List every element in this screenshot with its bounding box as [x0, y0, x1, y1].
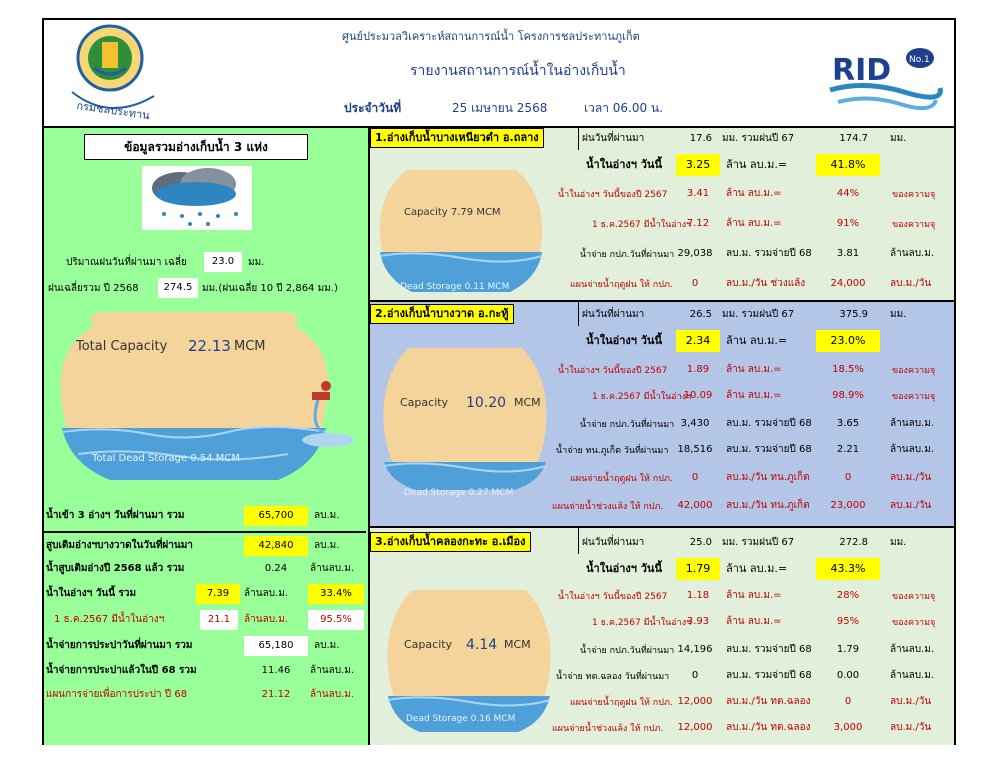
rain-label: ฝนวันที่ผ่านมา [582, 537, 645, 548]
dec-tail: ของความจุ [892, 618, 936, 628]
plan2-total-unit: ลบ.ม./วัน [890, 722, 932, 733]
row-value: 42,840 [244, 536, 308, 556]
rain-total-unit: มม. [890, 537, 907, 548]
row-value: 65,700 [244, 506, 308, 526]
row-value: 65,180 [244, 636, 308, 656]
reservoir-1-jar [376, 164, 546, 294]
title-divider [578, 528, 580, 554]
summary-panel [44, 128, 368, 745]
reservoir-2-title: 2.อ่างเก็บน้ำบางวาด อ.กะทู้ [370, 304, 514, 324]
reservoir-2-jar [380, 342, 550, 492]
rain-value: 17.6 [689, 133, 712, 144]
outflow-unit: ลบ.ม. รวมจ่ายปี 68 [726, 644, 812, 655]
rain-total: 375.9 [839, 309, 868, 320]
reservoir-3-capacity-unit: MCM [504, 638, 531, 651]
plan-value: 0 [691, 472, 699, 483]
outflow-unit: ลบ.ม. รวมจ่ายปี 68 [726, 248, 812, 259]
rain-label: ฝนวันที่ผ่านมา [582, 133, 645, 144]
reservoir-2-capacity-label: Capacity [400, 396, 449, 409]
dec-tail: ของความจุ [892, 220, 936, 230]
total-capacity-value: 22.13 [188, 337, 231, 355]
row-label: แผนการจ่ายเพื่อการประปา ปี 68 [46, 689, 188, 700]
rid-logo [824, 28, 944, 118]
last-year-tail: ของความจุ [892, 366, 936, 376]
total-dead-storage: Total Dead Storage 0.54 MCM [92, 453, 241, 464]
rain-total-unit: มม. [890, 309, 907, 320]
last-year-tail: ของความจุ [892, 190, 936, 200]
last-year-tail: ของความจุ [892, 592, 936, 602]
row-unit: ล้านลบ.ม. [244, 588, 289, 599]
row-label: สูบเติมอ่างฯบางวาดในวันที่ผ่านมา [46, 540, 193, 551]
row-value: 7.39 [196, 584, 240, 604]
plan-total-unit: ลบ.ม./วัน [890, 472, 932, 483]
dec-unit: ล้าน ลบ.ม.= [726, 390, 782, 401]
report-header [44, 20, 954, 126]
plan-label: แผนจ่ายน้ำฤดูฝน ให้ กปภ. [570, 280, 673, 290]
row-label: น้ำสูบเติมอ่างปี 2568 แล้ว รวม [46, 563, 185, 574]
total-capacity-unit: MCM [234, 339, 266, 354]
row-unit: ล้านลบ.ม. [244, 614, 289, 625]
outflow-label: น้ำจ่าย กปภ.วันที่ผ่านมา [580, 420, 675, 430]
summary-title: ข้อมูลรวมอ่างเก็บน้ำ 3 แห่ง [84, 134, 308, 160]
plan-value: 12,000 [677, 696, 713, 707]
reservoir-3-title: 3.อ่างเก็บน้ำคลองกะทะ อ.เมือง [370, 532, 531, 552]
summary-row [44, 558, 366, 580]
last-year-label: น้ำในอ่างฯ วันนี้ของปี 2567 [558, 190, 668, 200]
row-value: 21.1 [200, 610, 238, 630]
dec-tail: ของความจุ [892, 392, 936, 402]
outflow-value: 14,196 [677, 644, 713, 655]
dec-label: 1 ธ.ค.2567 มีน้ำในอ่างฯ [592, 220, 692, 230]
dec-value: 3.93 [686, 616, 710, 627]
plan2-label: แผนจ่ายน้ำช่วงแล้ง ให้ กปภ. [552, 502, 664, 512]
outflow-unit: ลบ.ม. รวมจ่ายปี 68 [726, 418, 812, 429]
outflow2-unit: ลบ.ม. รวมจ่ายปี 68 [726, 670, 812, 681]
outflow-total: 3.81 [836, 248, 860, 259]
today-unit: ล้าน ลบ.ม.= [726, 562, 788, 575]
today-value: 3.25 [676, 154, 720, 176]
today-label: น้ำในอ่างฯ วันนี้ [586, 158, 662, 171]
plan-unit: ลบ.ม./วัน ทน.ภูเก็ต [726, 472, 810, 483]
outflow2-label: น้ำจ่าย ทน.ภูเก็ต วันที่ผ่านมา [556, 446, 669, 456]
plan-label: แผนจ่ายน้ำฤดูฝน ให้ กปภ. [570, 698, 673, 708]
outflow-total-unit: ล้านลบ.ม. [890, 644, 935, 655]
seal-caption: กรมชลประทาน [75, 99, 151, 122]
reservoir-1-capacity: Capacity 7.79 MCM [404, 207, 501, 218]
outflow-total: 3.65 [836, 418, 860, 429]
summary-row [44, 634, 366, 658]
last-year-unit: ล้าน ลบ.ม.= [726, 364, 782, 375]
report-title: รายงานสถานการณ์น้ำในอ่างเก็บน้ำ [410, 63, 626, 79]
outflow-total-unit: ล้านลบ.ม. [890, 418, 935, 429]
row-unit: ลบ.ม. [314, 540, 340, 551]
rid-logo-badge: No.1 [909, 55, 930, 65]
outflow-total-unit: ล้านลบ.ม. [890, 248, 935, 259]
plan-unit: ลบ.ม./วัน ช่วงแล้ง [726, 278, 806, 289]
rid-logo-text: RID [832, 53, 892, 88]
rain-cloud-icon [142, 166, 252, 230]
dec-percent: 95% [836, 616, 860, 627]
plan-total-unit: ลบ.ม./วัน [890, 278, 932, 289]
today-value: 2.34 [676, 330, 720, 352]
rain-total: 174.7 [839, 133, 868, 144]
row-label: 1 ธ.ค.2567 มีน้ำในอ่างฯ [54, 614, 165, 625]
plan-total: 24,000 [830, 278, 866, 289]
plan2-total: 3,000 [833, 722, 863, 733]
row-unit: ลบ.ม. [314, 510, 340, 521]
rain-avg-unit: มม. [248, 257, 265, 268]
last-year-unit: ล้าน ลบ.ม.= [726, 188, 782, 199]
last-year-value: 3.41 [686, 188, 710, 199]
report-frame [42, 18, 956, 745]
reservoir-3-panel [370, 528, 954, 745]
outflow-label: น้ำจ่าย กปภ.วันที่ผ่านมา [580, 250, 675, 260]
date-label: ประจำวันที่ [344, 101, 402, 115]
outflow2-total: 2.21 [836, 444, 860, 455]
plan-label: แผนจ่ายน้ำฤดูฝน ให้ กปภ. [570, 474, 673, 484]
summary-row [44, 582, 366, 606]
outflow2-value: 0 [691, 670, 699, 681]
header-agency: ศูนย์ประมวลวิเคราะห์สถานการณ์น้ำ โครงการชลประทานภูเก็ต [342, 30, 640, 43]
summary-row [44, 684, 366, 706]
dec-unit: ล้าน ลบ.ม.= [726, 218, 782, 229]
rain-unit: มม. รวมฝนปี 67 [722, 309, 795, 320]
plan2-value: 12,000 [677, 722, 713, 733]
plan2-unit: ลบ.ม./วัน ทน.ภูเก็ต [726, 500, 810, 511]
outflow-value: 3,430 [680, 418, 710, 429]
row-unit: ล้านลบ.ม. [310, 563, 355, 574]
plan2-value: 42,000 [677, 500, 713, 511]
last-year-percent: 18.5% [832, 364, 864, 375]
summary-row [44, 608, 366, 632]
reservoir-1-panel [370, 128, 954, 300]
reservoir-3-capacity-value: 4.14 [466, 637, 498, 653]
rain-value: 25.0 [689, 537, 712, 548]
summary-row [44, 504, 366, 528]
last-year-value: 1.18 [686, 590, 710, 601]
row-percent: 95.5% [308, 610, 364, 630]
summary-row [44, 660, 366, 682]
row-value: 0.24 [264, 563, 288, 574]
rain-total-unit: มม.(ฝนเฉลี่ย 10 ปี 2,864 มม.) [202, 283, 338, 294]
reservoir-1-dead-storage: Dead Storage 0.11 MCM [400, 282, 510, 292]
reservoir-3-capacity-label: Capacity [404, 638, 453, 651]
outflow-value: 29,038 [677, 248, 713, 259]
row-label: น้ำในอ่างฯ วันนี้ รวม [46, 588, 137, 599]
royal-irrigation-seal-logo [62, 22, 172, 122]
today-unit: ล้าน ลบ.ม.= [726, 334, 788, 347]
date-value: 25 เมษายน 2568 [452, 101, 548, 115]
plan2-total: 23,000 [830, 500, 866, 511]
row-value: 21.12 [261, 689, 291, 700]
dec-percent: 91% [836, 218, 860, 229]
dec-label: 1 ธ.ค.2567 มีน้ำในอ่างฯ [592, 618, 692, 628]
rain-avg-label: ปริมาณฝนวันที่ผ่านมา เฉลี่ย [66, 257, 187, 268]
last-year-label: น้ำในอ่างฯ วันนี้ของปี 2567 [558, 592, 668, 602]
last-year-percent: 28% [836, 590, 860, 601]
rain-value: 26.5 [689, 309, 712, 320]
today-percent: 41.8% [816, 154, 880, 176]
plan2-label: แผนจ่ายน้ำช่วงแล้ง ให้ กปภ. [552, 724, 664, 734]
summary-divider [44, 531, 366, 533]
dec-percent: 98.9% [832, 390, 864, 401]
dec-label: 1 ธ.ค.2567 มีน้ำในอ่างฯ [592, 392, 692, 402]
plan2-total-unit: ลบ.ม./วัน [890, 500, 932, 511]
outflow2-label: น้ำจ่าย ทต.ฉลอง วันที่ผ่านมา [556, 672, 670, 682]
plan-total: 0 [844, 696, 852, 707]
time-value: เวลา 06.00 น. [584, 101, 663, 115]
row-value: 11.46 [261, 665, 291, 676]
summary-row [44, 534, 366, 558]
reservoir-1-title: 1.อ่างเก็บน้ำบางเหนียวดำ อ.ถลาง [370, 128, 544, 148]
row-percent: 33.4% [308, 584, 364, 604]
today-label: น้ำในอ่างฯ วันนี้ [586, 334, 662, 347]
rain-total-label: ฝนเฉลี่ยรวม ปี 2568 [48, 283, 139, 294]
plan-total-unit: ลบ.ม./วัน [890, 696, 932, 707]
today-percent: 23.0% [816, 330, 880, 352]
rain-unit: มม. รวมฝนปี 67 [722, 537, 795, 548]
reservoir-2-capacity-value: 10.20 [466, 395, 507, 411]
last-year-unit: ล้าน ลบ.ม.= [726, 590, 782, 601]
rain-avg-value: 23.0 [204, 252, 242, 272]
outflow2-total-unit: ล้านลบ.ม. [890, 670, 935, 681]
rain-unit: มม. รวมฝนปี 67 [722, 133, 795, 144]
row-unit: ลบ.ม. [314, 640, 340, 651]
row-unit: ล้านลบ.ม. [310, 665, 355, 676]
total-capacity-label: Total Capacity [76, 339, 168, 354]
today-label: น้ำในอ่างฯ วันนี้ [586, 562, 662, 575]
dec-value: 10.09 [683, 390, 713, 401]
today-percent: 43.3% [816, 558, 880, 580]
plan2-unit: ลบ.ม./วัน ทต.ฉลอง [726, 722, 811, 733]
row-unit: ล้านลบ.ม. [310, 689, 355, 700]
rain-total: 272.8 [839, 537, 868, 548]
last-year-label: น้ำในอ่างฯ วันนี้ของปี 2567 [558, 366, 668, 376]
row-label: น้ำเข้า 3 อ่างฯ วันที่ผ่านมา รวม [46, 510, 185, 521]
today-value: 1.79 [676, 558, 720, 580]
title-divider [578, 128, 580, 150]
dec-value: 7.12 [686, 218, 710, 229]
row-label: น้ำจ่ายการประปาแล้วในปี 68 รวม [46, 665, 197, 676]
title-divider [578, 302, 580, 326]
outflow2-total-unit: ล้านลบ.ม. [890, 444, 935, 455]
outflow-total: 1.79 [836, 644, 860, 655]
last-year-value: 1.89 [686, 364, 710, 375]
reservoir-2-capacity-unit: MCM [514, 396, 541, 409]
reservoir-2-panel [370, 302, 954, 526]
plan-value: 0 [691, 278, 699, 289]
reservoir-2-dead-storage: Dead Storage 0.27 MCM [404, 488, 514, 498]
plan-unit: ลบ.ม./วัน ทต.ฉลอง [726, 696, 811, 707]
rain-total-unit: มม. [890, 133, 907, 144]
rain-label: ฝนวันที่ผ่านมา [582, 309, 645, 320]
outflow2-value: 18,516 [677, 444, 713, 455]
last-year-percent: 44% [836, 188, 860, 199]
reservoir-3-dead-storage: Dead Storage 0.16 MCM [406, 714, 516, 724]
rain-total-value: 274.5 [158, 278, 198, 298]
row-label: น้ำจ่ายการประปาวันที่ผ่านมา รวม [46, 640, 193, 651]
plan-total: 0 [844, 472, 852, 483]
outflow2-total: 0.00 [836, 670, 860, 681]
outflow-label: น้ำจ่าย กปภ.วันที่ผ่านมา [580, 646, 675, 656]
outflow2-unit: ลบ.ม. รวมจ่ายปี 68 [726, 444, 812, 455]
today-unit: ล้าน ลบ.ม.= [726, 158, 788, 171]
dec-unit: ล้าน ลบ.ม.= [726, 616, 782, 627]
